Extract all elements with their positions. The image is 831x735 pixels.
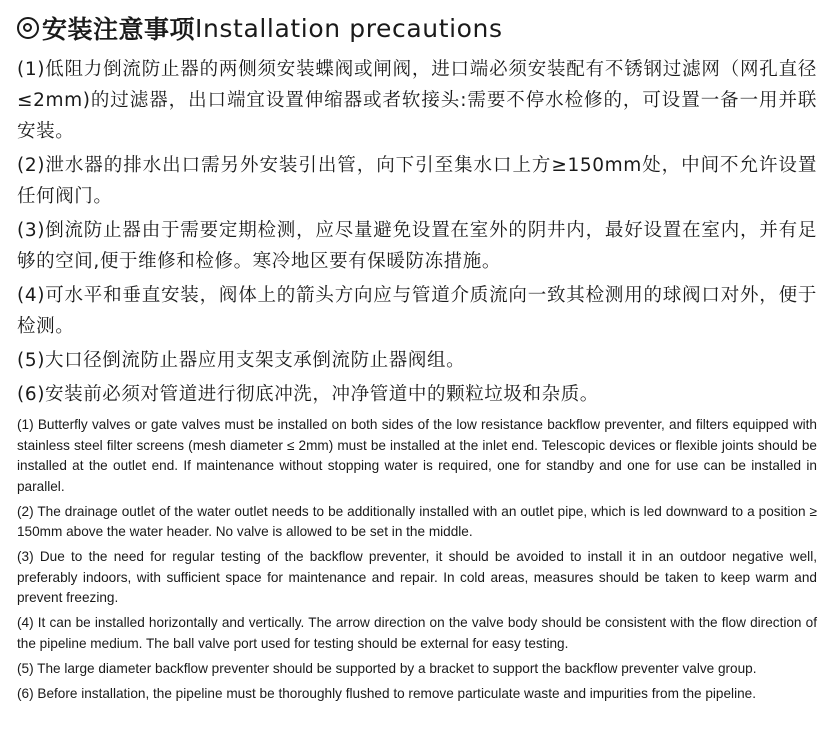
english-precaution-6: (6) Before installation, the pipeline must be thoroughly flushed to remove particulate waste and impurities from the pipeline. bbox=[17, 685, 756, 701]
double-circle-icon bbox=[17, 17, 39, 39]
section-heading bbox=[17, 8, 817, 48]
english-precaution-5: (5) The large diameter backflow preventer should be supported by a bracket to support the backflow preventer valve group. bbox=[17, 660, 757, 676]
heading-chinese: 安装注意事项 bbox=[42, 15, 196, 44]
chinese-precaution-1: (1)低阻力倒流防止器的两侧须安装蝶阀或闸阀，进口端必须安装配有不锈钢过滤网（网孔直径≤2mm)的过滤器，出口端宜设置伸缩器或者软接头:需要不停水检修的，可设置一备一用并联安装。 bbox=[17, 59, 817, 142]
english-precaution-4: (4) It can be installed horizontally and vertically. The arrow direction on the valve body should be consistent with the flow direction of the pipeline medium. The ball valve port used for testing should be external for easy testing. bbox=[17, 615, 817, 651]
chinese-precaution-2: (2)泄水器的排水出口需另外安装引出管，向下引至集水口上方≥150mm处，中间不允许设置任何阀门。 bbox=[17, 155, 817, 207]
chinese-precaution-4: (4)可水平和垂直安装，阀体上的箭头方向应与管道介质流向一致其检测用的球阀口对外，便于检测。 bbox=[17, 285, 817, 337]
heading-english: Installation precautions bbox=[195, 13, 503, 43]
chinese-precaution-5: (5)大口径倒流防止器应用支架支承倒流防止器阀组。 bbox=[17, 350, 466, 371]
chinese-precaution-6: (6)安装前必须对管道进行彻底冲洗，冲净管道中的颗粒垃圾和杂质。 bbox=[17, 384, 599, 405]
chinese-precautions-list bbox=[17, 54, 817, 410]
english-precaution-2: (2) The drainage outlet of the water outlet needs to be additionally installed with an outlet pipe, which is led downward to a position ≥ 150mm above the water header. No valve is allowed to be set in the middle. bbox=[17, 503, 817, 539]
chinese-precaution-3: (3)倒流防止器由于需要定期检测，应尽量避免设置在室外的阴井内，最好设置在室内，并有足够的空间,便于维修和检修。寒冷地区要有保暖防冻措施。 bbox=[17, 220, 817, 272]
english-precaution-3: (3) Due to the need for regular testing of the backflow preventer, it should be avoided to install it in an outdoor negative well, preferably indoors, with sufficient space for maintenance and repair. In cold areas, measures should be taken to keep warm and prevent freezing. bbox=[17, 549, 817, 605]
english-precaution-1: (1) Butterfly valves or gate valves must be installed on both sides of the low resistance backflow preventer, and filters equipped with stainless steel filter screens (mesh diameter ≤ 2mm) must be installed at the inlet end. Telescopic devices or flexible joints should be installed at the outlet end. If maintenance without stopping water is required, one for standby and one for use can be installed in parallel. bbox=[17, 417, 817, 494]
english-precautions-list bbox=[17, 415, 817, 704]
